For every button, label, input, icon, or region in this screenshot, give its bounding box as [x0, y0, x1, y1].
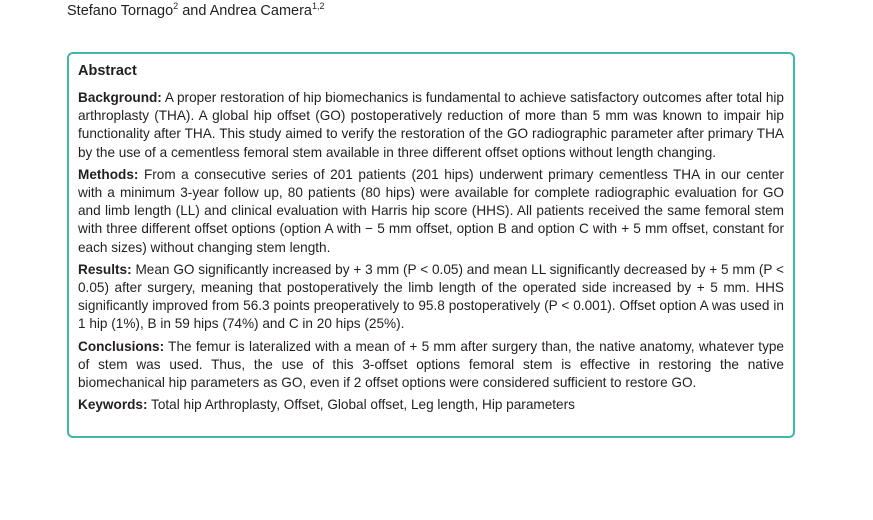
abstract-results: [78, 261, 784, 334]
abstract-background: [78, 89, 784, 162]
abstract-keywords: [78, 396, 784, 414]
conclusions-text: The femur is lateralized with a mean of + 5 mm after surgery than, the native anatomy, whatever type of stem was used. Thus, the use of this 3-offset options femoral stem is effective in restoring the native biomechanical hip parameters as GO, even if 2 offset options were considered sufficient to restore GO.: [78, 338, 784, 391]
affiliation-marker: 1,2: [311, 1, 325, 11]
author-line: [67, 2, 325, 20]
background-text: A proper restoration of hip biomechanics is fundamental to achieve satisfactory outcomes after total hip arthroplasty (THA). A global hip offset (GO) postoperatively reduction of more than 5 mm was known to impair hip functionality after THA. This study aimed to verify the restoration of the GO radiographic parameter after primary THA by the use of a cementless femoral stem available in three different offset options without length changing.: [78, 90, 784, 160]
methods-label: Methods:: [78, 166, 139, 182]
author-connector: and: [178, 3, 210, 19]
results-label: Results:: [78, 261, 132, 277]
abstract-box: [67, 52, 795, 438]
author-name: Andrea Camera: [209, 3, 312, 19]
author-name: Stefano Tornago: [67, 3, 174, 19]
abstract-heading: Abstract: [78, 63, 137, 79]
keywords-text: Total hip Arthroplasty, Offset, Global offset, Leg length, Hip parameters: [151, 397, 575, 413]
methods-text: From a consecutive series of 201 patients (201 hips) underwent primary cementless THA in our center with a minimum 3-year follow up, 80 patients (80 hips) were available for complete radiographic evaluation for GO and limb length (LL) and clinical evaluation with Harris hip score (HHS). All patients received the same femoral stem with three different offset options (option A with − 5 mm offset, option B and option C with + 5 mm offset, constant for each sizes) without changing stem length.: [78, 166, 784, 255]
results-text: Mean GO significantly increased by + 3 mm (P < 0.05) and mean LL significantly decreased by + 5 mm (P < 0.05) after surgery, meaning that postoperatively the limb length of the operated side increased by + 5 mm. HHS significantly improved from 56.3 points preoperatively to 95.8 postoperatively (P < 0.001). Offset option A was used in 1 hip (1%), B in 59 hips (74%) and C in 20 hips (25%).: [78, 261, 784, 332]
affiliation-marker: 2: [173, 1, 179, 11]
keywords-label: Keywords:: [78, 397, 148, 413]
background-label: Background:: [78, 90, 162, 105]
abstract-conclusions: [78, 338, 784, 393]
conclusions-label: Conclusions:: [78, 338, 165, 354]
abstract-methods: [78, 166, 784, 257]
